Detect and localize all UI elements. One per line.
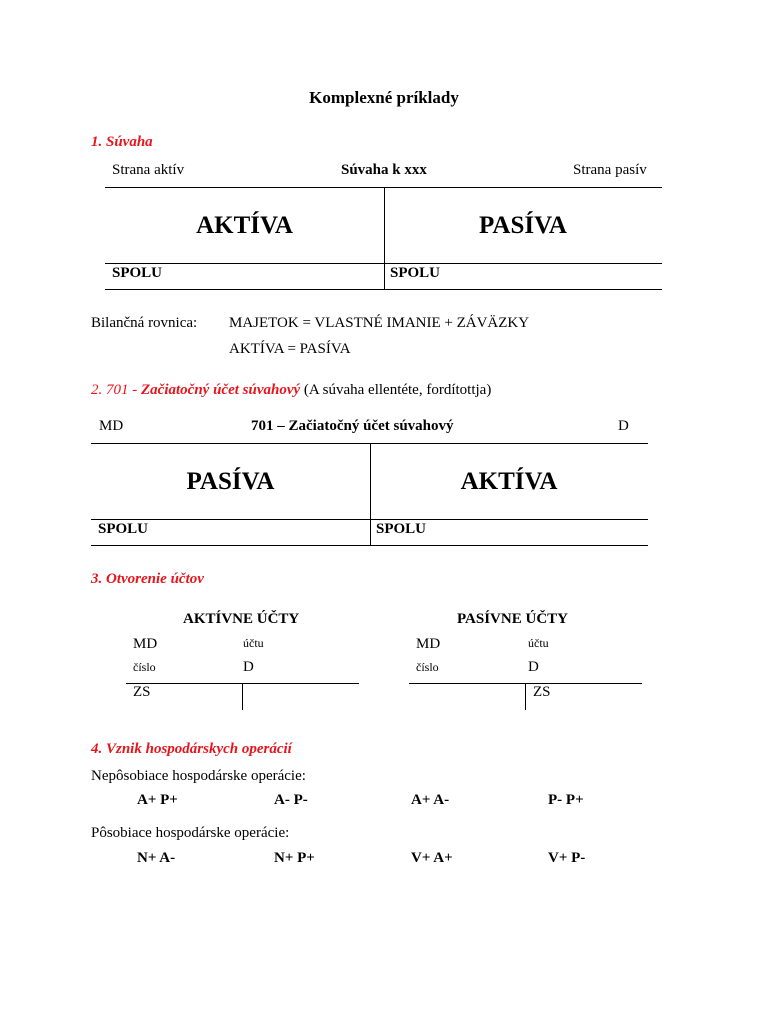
s2-left-header: MD <box>99 418 124 434</box>
s2-total-line <box>91 519 648 520</box>
passive-uctu: účtu <box>528 636 549 650</box>
s1-bottom-line <box>105 289 662 290</box>
active-d: D <box>243 659 254 675</box>
active-md: MD <box>133 636 158 652</box>
passive-cislo: číslo <box>416 660 439 674</box>
passive-zs: ZS <box>533 684 551 700</box>
s1-right-big: PASÍVA <box>479 212 567 239</box>
affecting-label: Pôsobiace hospodárske operácie: <box>91 825 290 841</box>
nonaffecting-label: Nepôsobiace hospodárske operácie: <box>91 768 306 784</box>
s1-right-total: SPOLU <box>390 265 441 281</box>
s1-left-total: SPOLU <box>112 265 163 281</box>
passive-md: MD <box>416 636 441 652</box>
active-t-stem <box>242 684 243 710</box>
section4-heading: 4. Vznik hospodárskych operácií <box>91 741 292 757</box>
passive-accounts-title: PASÍVNE ÚČTY <box>457 611 568 627</box>
equation-line2: AKTÍVA = PASÍVA <box>229 341 351 357</box>
s1-left-big: AKTÍVA <box>196 212 293 239</box>
s1-left-header: Strana aktív <box>112 162 185 178</box>
active-uctu: účtu <box>243 636 264 650</box>
equation-line1: MAJETOK = VLASTNÉ IMANIE + ZÁVÄZKY <box>229 315 530 331</box>
affecting-op-2: N+ P+ <box>274 850 315 866</box>
passive-d: D <box>528 659 539 675</box>
nonaffecting-op-1: A+ P+ <box>137 792 178 808</box>
active-zs: ZS <box>133 684 151 700</box>
affecting-op-1: N+ A- <box>137 850 176 866</box>
section2-heading-note: (A súvaha ellentéte, fordítottja) <box>300 382 492 398</box>
s2-left-big: PASÍVA <box>186 468 275 495</box>
section2-heading-title: Začiatočný účet súvahový <box>141 382 301 398</box>
s2-left-total: SPOLU <box>98 521 149 537</box>
s1-total-line <box>105 263 662 264</box>
equation-label: Bilančná rovnica: <box>91 315 198 331</box>
nonaffecting-op-4: P- P+ <box>548 792 584 808</box>
s2-right-total: SPOLU <box>376 521 427 537</box>
s1-center-header: Súvaha k xxx <box>341 162 427 178</box>
active-accounts-title: AKTÍVNE ÚČTY <box>183 611 300 627</box>
affecting-op-4: V+ P- <box>548 850 586 866</box>
section2-heading-number: 2. 701 - <box>91 382 141 398</box>
page-title: Komplexné príklady <box>309 88 459 107</box>
s2-right-header: D <box>618 418 629 434</box>
section1-heading: 1. Súvaha <box>91 134 153 150</box>
passive-t-stem <box>525 684 526 710</box>
s2-bottom-line <box>91 545 648 546</box>
nonaffecting-op-3: A+ A- <box>411 792 450 808</box>
s2-right-big: AKTÍVA <box>460 468 558 495</box>
nonaffecting-op-2: A- P- <box>274 792 308 808</box>
active-cislo: číslo <box>133 660 156 674</box>
section2-heading <box>91 382 491 399</box>
s1-right-header: Strana pasív <box>573 162 647 178</box>
section3-heading: 3. Otvorenie účtov <box>91 571 204 587</box>
s2-center-header: 701 – Začiatočný účet súvahový <box>251 418 454 434</box>
affecting-op-3: V+ A+ <box>411 850 453 866</box>
